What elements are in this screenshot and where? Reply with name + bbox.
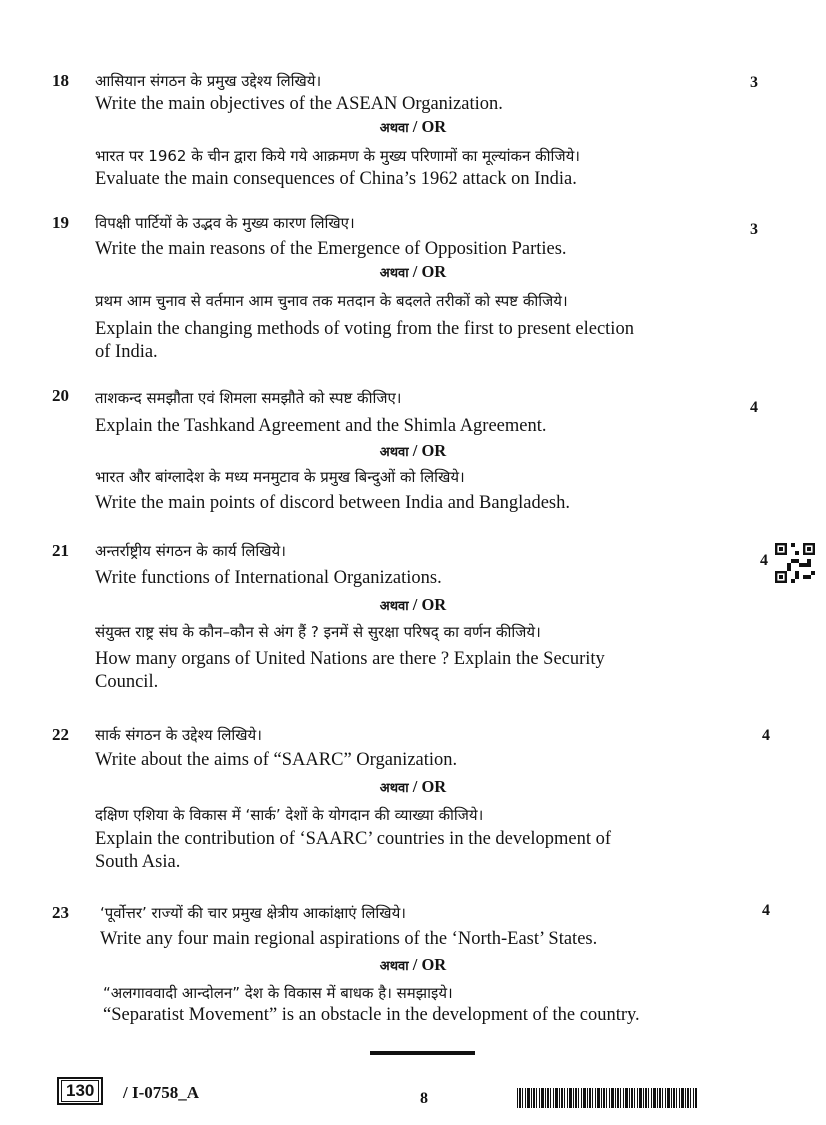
question-text-hindi: ताशकन्द समझौता एवं शिमला समझौते को स्पष्ट कीजिए। [95,389,402,407]
question-text-english: Write the main objectives of the ASEAN Organization. [95,94,503,114]
alternative-text-english-1: Explain the changing methods of voting from the first to present election [95,319,634,339]
question-number: 18 [52,71,69,90]
alternative-text-english-2: of India. [95,342,158,362]
question-number: 19 [52,213,69,232]
question-text-hindi: अन्तर्राष्ट्रीय संगठन के कार्य लिखिये। [95,542,286,560]
question-number: 20 [52,386,69,405]
series-code-box [57,1077,103,1105]
alternative-text-hindi: “अलगाववादी आन्दोलन” देश के विकास में बाधक है। समझाइये। [103,984,453,1002]
alternative-text-english: Write the main points of discord between India and Bangladesh. [95,493,570,513]
marks: 4 [762,727,770,744]
question-text-hindi: आसियान संगठन के प्रमुख उद्देश्य लिखिये। [95,72,322,90]
alternative-text-english-2: Council. [95,672,159,692]
question-text-english: Write functions of International Organizations. [95,568,442,588]
question-text-hindi: सार्क संगठन के उद्देश्य लिखिये। [95,726,262,744]
marks: 3 [750,74,758,91]
or-divider: अथवा / OR [379,955,447,974]
question-text-english: Write any four main regional aspirations of the ‘North-East’ States. [100,929,598,949]
marks: 4 [762,902,770,919]
paper-code: / I-0758_A [123,1083,200,1102]
question-number: 23 [52,903,69,922]
question-text-hindi: ‘पूर्वोत्तर’ राज्यों की चार प्रमुख क्षेत्रीय आकांक्षाएं लिखिये। [100,904,406,922]
alternative-text-hindi: दक्षिण एशिया के विकास में ‘सार्क’ देशों के योगदान की व्याख्या कीजिये। [95,806,484,824]
marks: 4 [750,399,758,416]
question-number: 21 [52,541,69,560]
marks: 4 [760,552,768,569]
alternative-text-hindi: प्रथम आम चुनाव से वर्तमान आम चुनाव तक मतदान के बदलते तरीकों को स्पष्ट कीजिये। [95,292,568,310]
question-text-english: Explain the Tashkand Agreement and the Shimla Agreement. [95,416,547,436]
alternative-text-english-1: Explain the contribution of ‘SAARC’ countries in the development of [95,829,612,849]
or-divider: अथवा / OR [379,262,447,281]
barcode-icon [517,1088,697,1108]
page-number: 8 [420,1090,428,1107]
question-text-english: Write about the aims of “SAARC” Organization. [95,750,458,770]
or-divider: अथवा / OR [379,117,447,136]
alternative-text-english-1: How many organs of United Nations are there ? Explain the Security [95,649,605,669]
alternative-text-english: “Separatist Movement” is an obstacle in the development of the country. [103,1005,640,1025]
question-number: 22 [52,725,69,744]
question-text-hindi: विपक्षी पार्टियों के उद्भव के मुख्य कारण लिखिए। [95,214,355,232]
series-code: 130 [61,1080,99,1102]
question-text-english: Write the main reasons of the Emergence of Opposition Parties. [95,239,567,259]
or-divider: अथवा / OR [379,441,447,460]
alternative-text-hindi: संयुक्त राष्ट्र संघ के कौन–कौन से अंग हैं ? इनमें से सुरक्षा परिषद् का वर्णन कीजिये। [95,623,541,641]
marks: 3 [750,221,758,238]
end-separator [370,1051,475,1055]
alternative-text-hindi: भारत पर 1962 के चीन द्वारा किये गये आक्रमण के मुख्य परिणामों का मूल्यांकन कीजिये। [95,147,580,165]
alternative-text-english-2: South Asia. [95,852,181,872]
alternative-text-english: Evaluate the main consequences of China’s 1962 attack on India. [95,169,577,189]
alternative-text-hindi: भारत और बांग्लादेश के मध्य मनमुटाव के प्रमुख बिन्दुओं को लिखिये। [95,468,465,486]
or-divider: अथवा / OR [379,595,447,614]
qr-code-icon [775,543,815,583]
or-divider: अथवा / OR [379,777,447,796]
